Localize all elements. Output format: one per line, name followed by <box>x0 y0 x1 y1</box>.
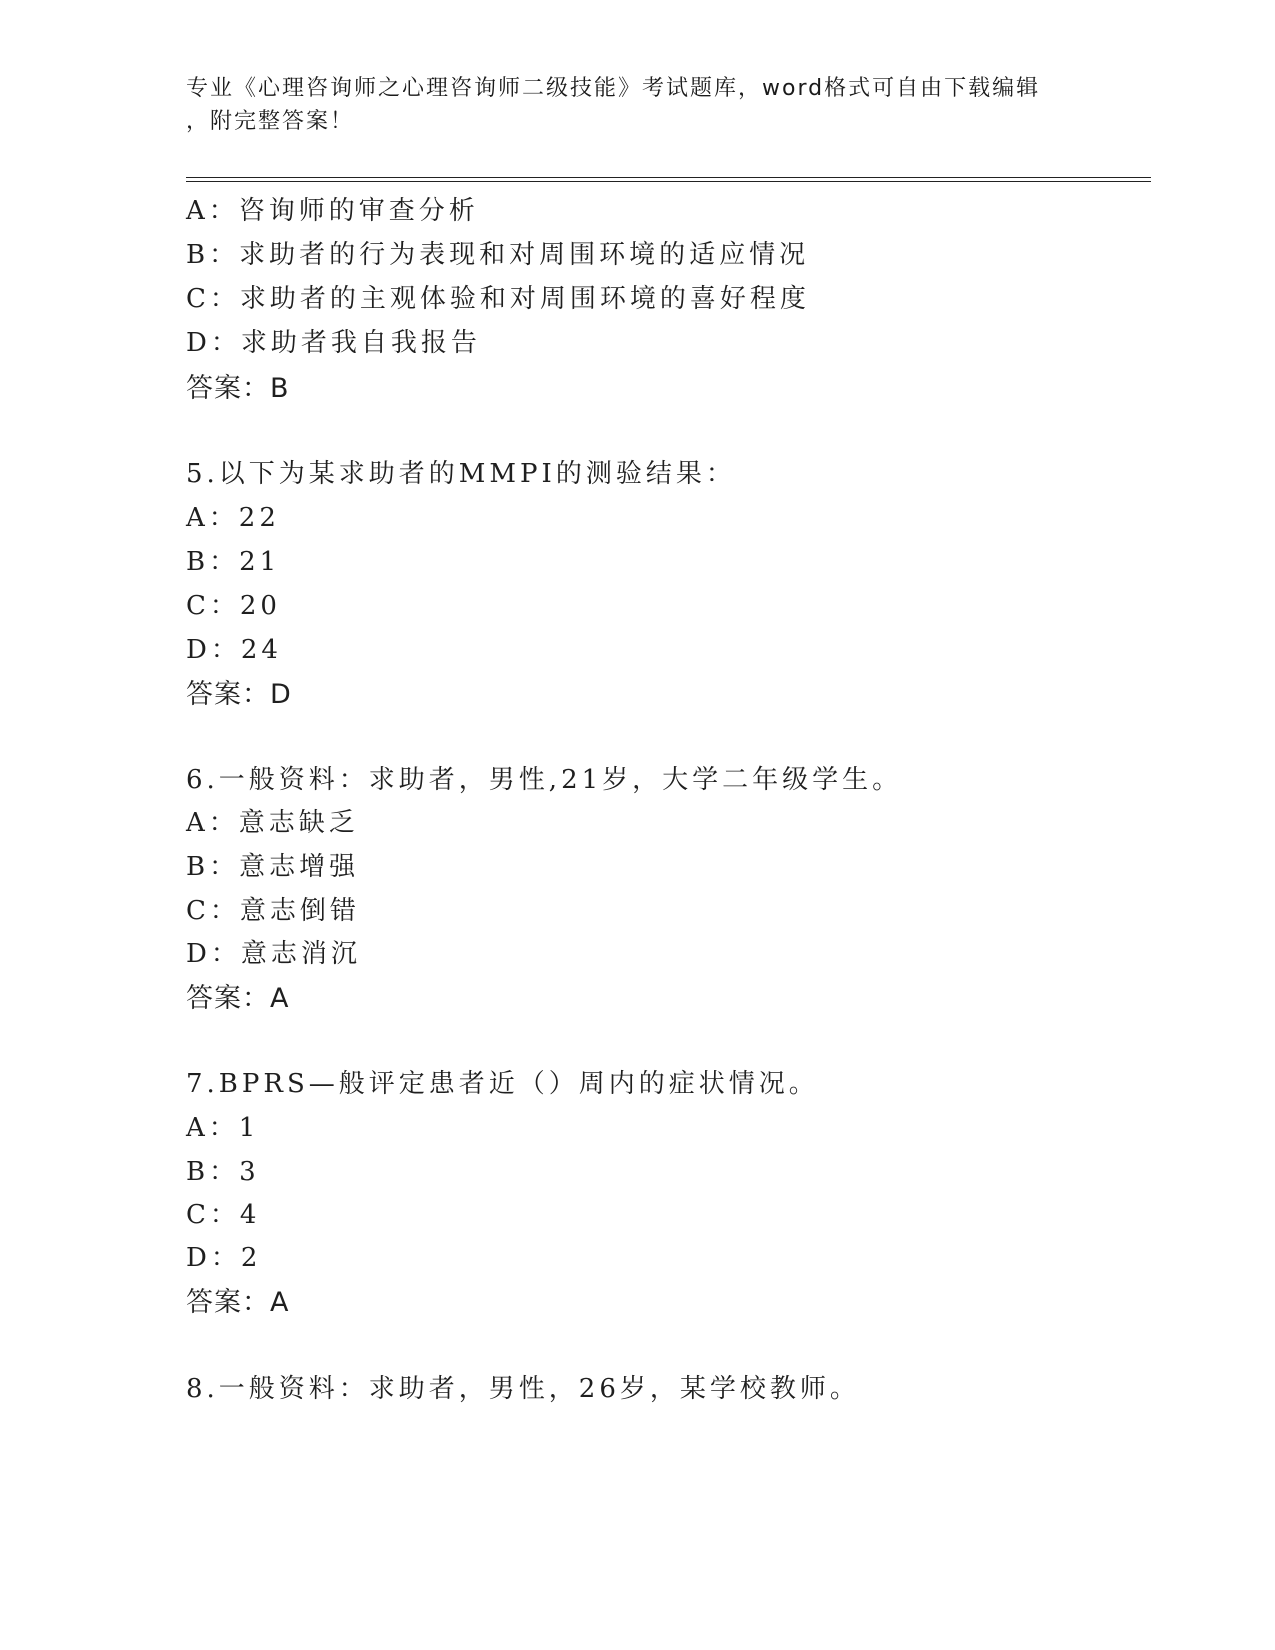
q6-option-a: A：意志缺乏 <box>186 808 359 838</box>
q4-answer: 答案：B <box>186 373 290 404</box>
q5-option-d: D：24 <box>186 635 282 665</box>
header-line-1: 专业《心理咨询师之心理咨询师二级技能》考试题库，word格式可自由下载编辑 <box>186 76 1041 101</box>
q5-option-b: B：21 <box>186 547 281 577</box>
header-divider-top <box>186 177 1151 178</box>
q7-option-a: A：1 <box>186 1113 260 1143</box>
q4-option-c: C：求助者的主观体验和对周围环境的喜好程度 <box>186 284 810 314</box>
q7-option-b: B：3 <box>186 1157 260 1187</box>
q7-question: 7.BPRS—般评定患者近（）周内的症状情况。 <box>186 1069 819 1099</box>
q7-option-d: D：2 <box>186 1243 262 1273</box>
q5-question: 5.以下为某求助者的MMPI的测验结果： <box>186 459 736 489</box>
header-line-2: ，附完整答案！ <box>186 109 355 134</box>
q5-option-c: C：20 <box>186 591 281 621</box>
q6-option-d: D：意志消沉 <box>186 939 361 969</box>
q4-option-b: B：求助者的行为表现和对周围环境的适应情况 <box>186 240 810 270</box>
q7-option-c: C：4 <box>186 1200 261 1230</box>
document-header <box>186 72 1066 138</box>
q4-option-a: A：咨询师的审查分析 <box>186 196 479 226</box>
q5-answer: 答案：D <box>186 679 292 710</box>
q6-question: 6.一般资料：求助者，男性,21岁，大学二年级学生。 <box>186 765 903 795</box>
q6-option-c: C：意志倒错 <box>186 896 360 926</box>
q5-option-a: A：22 <box>186 503 280 533</box>
header-divider-bottom <box>186 181 1151 182</box>
q8-question: 8.一般资料：求助者，男性，26岁，某学校教师。 <box>186 1374 860 1404</box>
q4-option-d: D：求助者我自我报告 <box>186 328 481 358</box>
q6-answer: 答案：A <box>186 983 290 1014</box>
q6-option-b: B：意志增强 <box>186 852 360 882</box>
q7-answer: 答案：A <box>186 1287 290 1318</box>
